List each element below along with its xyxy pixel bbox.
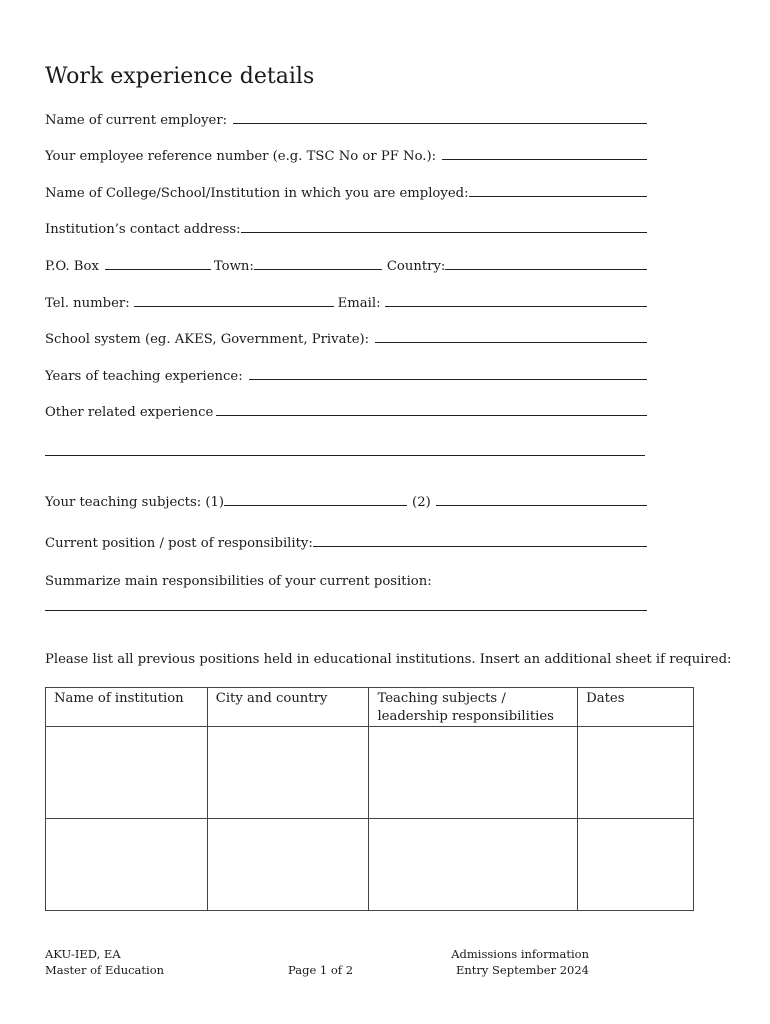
footer-entry: Entry September 2024 [455,963,589,977]
current-position-row [45,531,647,551]
years-teaching-label: Years of teaching experience: [45,369,243,384]
other-experience-row [45,400,647,420]
employer-row [45,108,647,128]
teaching-subjects-label: Your teaching subjects: (1) [45,495,225,510]
email-field[interactable] [385,306,647,307]
country-field[interactable] [445,269,647,270]
contact-address-field[interactable] [241,232,647,233]
contact-address-row [45,217,647,237]
footer-org: AKU-IED, EA [45,947,121,961]
table-cell-dates[interactable] [578,819,694,911]
table-cell-dates[interactable] [578,727,694,819]
previous-positions-instruction: Please list all previous positions held in educational institutions. Insert an additional sheet if required: [45,652,732,667]
table-row [46,819,694,911]
employer-field[interactable] [233,123,647,124]
employer-label: Name of current employer: [45,113,228,128]
subject-2-label: (2) [412,495,431,510]
contact-row [45,291,647,311]
country-label: Country: [386,259,446,274]
po-box-label: P.O. Box [45,259,99,274]
footer-right [451,946,589,978]
current-position-label: Current position / post of responsibility: [45,536,313,551]
subject-2-field[interactable] [436,505,647,506]
table-cell-institution[interactable] [46,819,208,911]
email-label: Email: [337,296,381,311]
address-details-row [45,254,647,274]
footer-page-number: Page 1 of 2 [288,963,354,977]
institution-name-field[interactable] [469,196,647,197]
column-header-dates: Dates [578,688,694,727]
table-cell-subjects-responsibilities[interactable] [369,727,578,819]
other-experience-field-line-2[interactable] [45,455,645,456]
tel-field[interactable] [134,306,334,307]
table-cell-institution[interactable] [46,727,208,819]
employee-ref-label: Your employee reference number (e.g. TSC No or PF No.): [45,149,437,164]
institution-name-label: Name of College/School/Institution in which you are employed: [45,186,469,201]
footer-admissions-info: Admissions information [451,947,589,961]
column-header-institution: Name of institution [46,688,208,727]
town-field[interactable] [254,269,382,270]
summarize-label: Summarize main responsibilities of your current position: [45,574,432,589]
table-cell-city-country[interactable] [207,727,369,819]
footer-program: Master of Education [45,963,165,977]
other-experience-label: Other related experience [45,405,214,420]
contact-address-label: Institution’s contact address: [45,222,241,237]
table-header-row [46,688,694,727]
current-position-field[interactable] [313,546,647,547]
years-teaching-field[interactable] [249,379,647,380]
column-header-subjects-responsibilities: Teaching subjects / leadership responsibilities [369,688,578,727]
teaching-subjects-row [45,490,647,510]
table-row [46,727,694,819]
employee-ref-field[interactable] [442,159,647,160]
summarize-field[interactable] [45,610,647,611]
tel-label: Tel. number: [45,296,130,311]
table-cell-city-country[interactable] [207,819,369,911]
footer-left [45,946,164,978]
previous-positions-table [45,687,694,911]
column-header-city-country: City and country [207,688,369,727]
school-system-row [45,327,647,347]
years-teaching-row [45,364,647,384]
subject-1-field[interactable] [224,505,407,506]
page-title: Work experience details [45,64,315,89]
school-system-field[interactable] [375,342,647,343]
other-experience-field[interactable] [216,415,647,416]
po-box-field[interactable] [105,269,211,270]
town-label: Town: [213,259,254,274]
employee-ref-row [45,144,647,164]
school-system-label: School system (eg. AKES, Government, Private): [45,332,370,347]
table-cell-subjects-responsibilities[interactable] [369,819,578,911]
institution-name-row [45,181,647,201]
